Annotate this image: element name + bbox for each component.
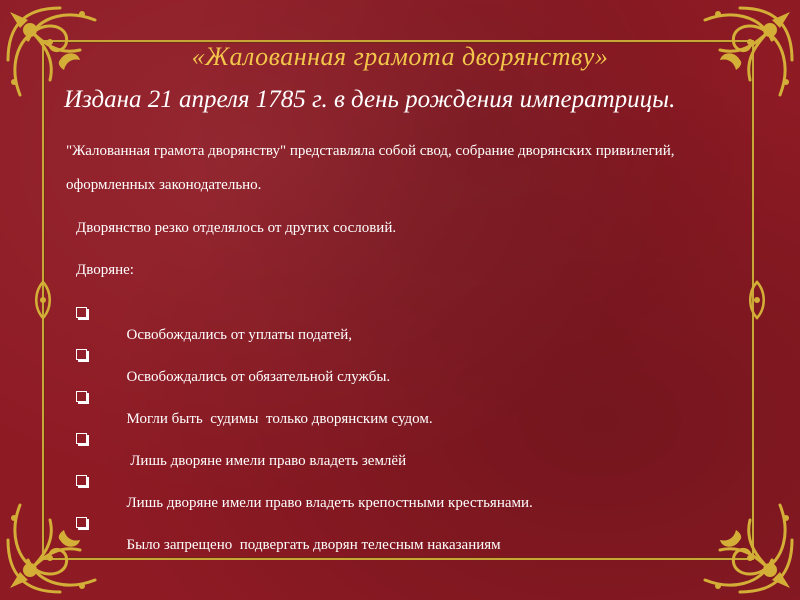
list-heading: Дворяне:	[76, 262, 134, 278]
intro-paragraph: "Жалованная грамота дворянству" представляла собой свод, собрание дворянских привилегий, оформленных законодательно.	[66, 143, 675, 193]
list-item	[76, 386, 533, 428]
corner-ornament-icon	[690, 490, 800, 600]
list-item	[76, 428, 533, 470]
hollow-square-bullet-icon	[76, 475, 87, 486]
hollow-square-bullet-icon	[76, 349, 87, 360]
hollow-square-bullet-icon	[76, 307, 87, 318]
side-ornament-icon	[30, 280, 56, 320]
statement-text: Дворянство резко отделялось от других сословий.	[76, 220, 397, 236]
list-item	[76, 512, 533, 554]
list-item	[76, 470, 533, 512]
slide-title: «Жалованная грамота дворянству»	[191, 42, 609, 71]
list-item-text: Освобождались от обязательной службы.	[126, 369, 391, 385]
hollow-square-bullet-icon	[76, 391, 87, 402]
list-item-text: Могли быть судимы только дворянским судом.	[126, 411, 433, 427]
list-item	[76, 344, 533, 386]
list-item-text: Было запрещено подвергать дворян телесным наказаниям	[126, 537, 501, 553]
slide-subtitle: Издана 21 апреля 1785 г. в день рождения императрицы.	[64, 86, 676, 113]
hollow-square-bullet-icon	[76, 517, 87, 528]
side-ornament-icon	[744, 280, 770, 320]
hollow-square-bullet-icon	[76, 433, 87, 444]
list-item-text: Лишь дворяне имели право владеть крепостными крестьянами.	[126, 495, 533, 511]
list-item-text: Лишь дворяне имели право владеть землёй	[126, 453, 407, 469]
list-item-text: Освобождались от уплаты податей,	[126, 327, 353, 343]
privileges-list	[76, 302, 533, 554]
list-item	[76, 302, 533, 344]
